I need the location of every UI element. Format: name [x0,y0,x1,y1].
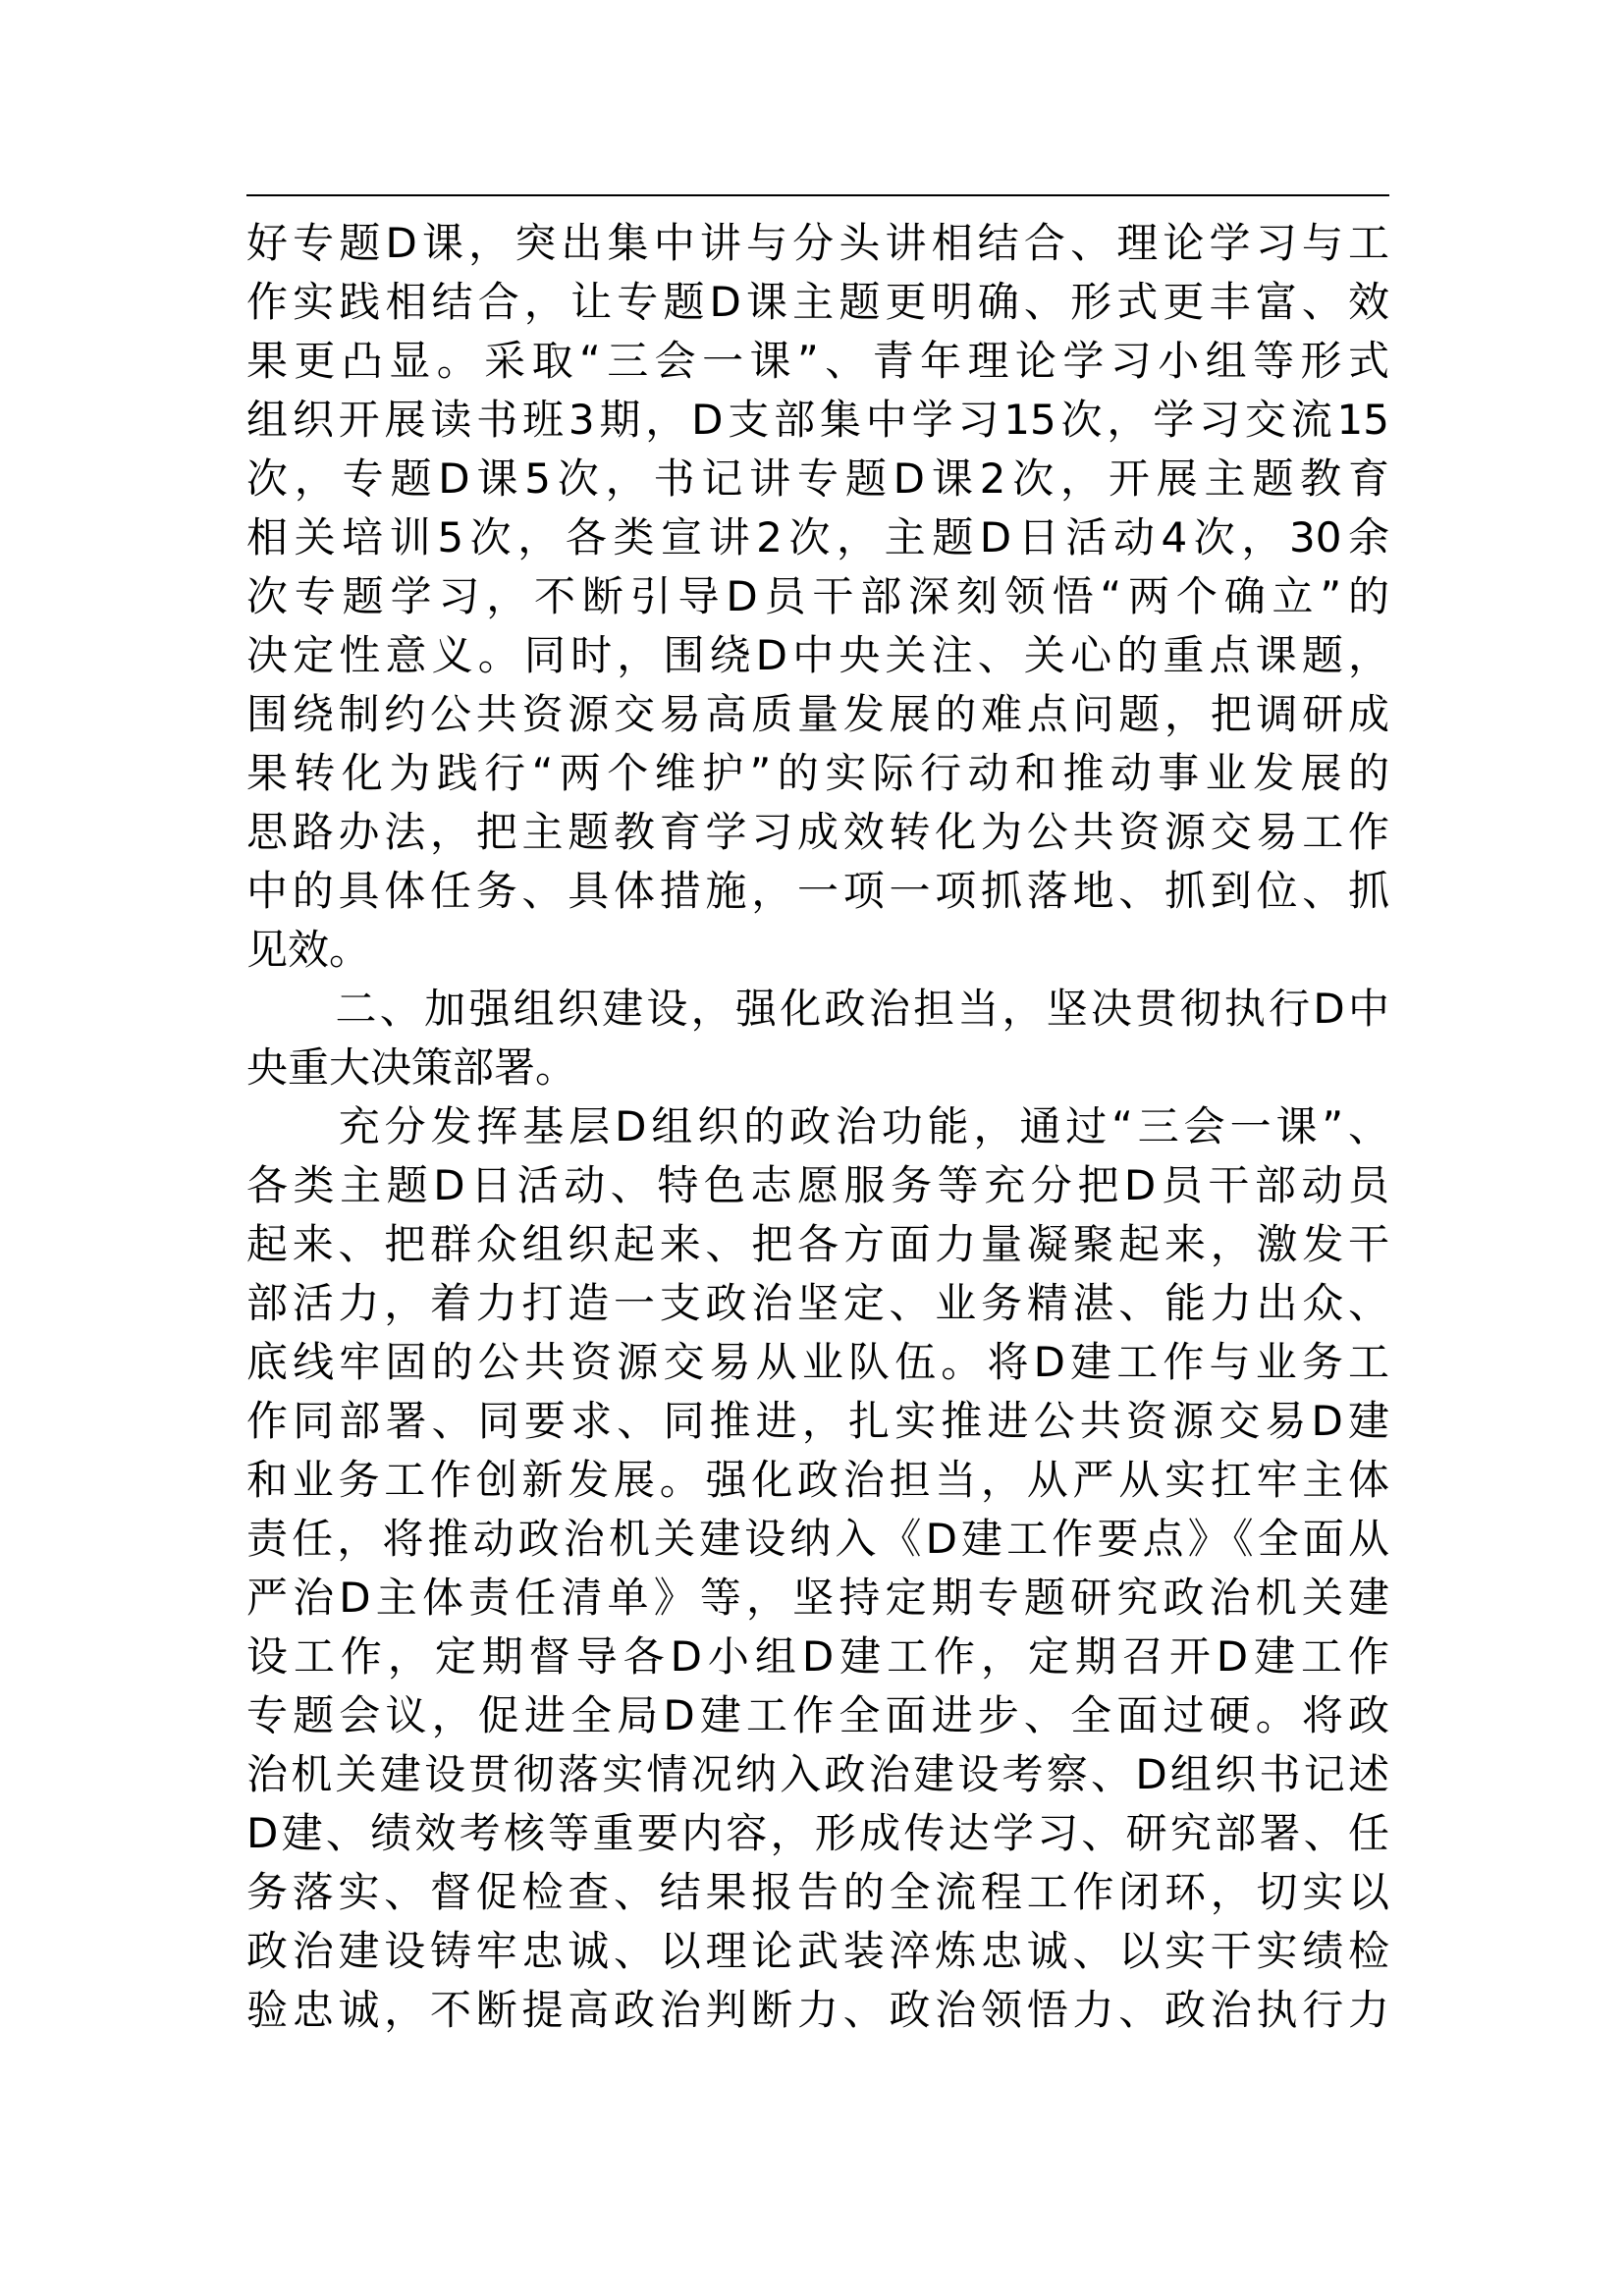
text-line: 和业务工作创新发展。强化政治担当，从严从实扛牢主体 [246,1456,1389,1504]
document-body [246,214,1389,2040]
text-line: 验忠诚，不断提高政治判断力、政治领悟力、政治执行力 [246,1986,1389,2034]
text-line: 相关培训5次，各类宣讲2次，主题D日活动4次，30余 [246,513,1389,561]
text-line: 设工作，定期督导各D小组D建工作，定期召开D建工作 [246,1632,1389,1681]
text-line: D建、绩效考核等重要内容，形成传达学习、研究部署、任 [246,1809,1389,1857]
text-line: 中的具体任务、具体措施，一项一项抓落地、抓到位、抓 [246,867,1389,915]
text-line: 围绕制约公共资源交易高质量发展的难点问题，把调研成 [246,690,1389,738]
text-line: 果转化为践行“两个维护”的实际行动和推动事业发展的 [246,749,1389,797]
text-line: 政治建设铸牢忠诚、以理论武装淬炼忠诚、以实干实绩检 [246,1927,1389,1975]
text-line: 果更凸显。采取“三会一课”、青年理论学习小组等形式 [246,337,1389,385]
text-line: 部活力，着力打造一支政治坚定、业务精湛、能力出众、 [246,1279,1389,1327]
text-line: 各类主题D日活动、特色志愿服务等充分把D员干部动员 [246,1161,1389,1209]
text-line: 充分发挥基层D组织的政治功能，通过“三会一课”、 [246,1102,1389,1150]
text-line: 作同部署、同要求、同推进，扎实推进公共资源交易D建 [246,1397,1389,1445]
text-line: 治机关建设贯彻落实情况纳入政治建设考察、D组织书记述 [246,1750,1389,1798]
text-line: 组织开展读书班3期，D支部集中学习15次，学习交流15 [246,396,1389,444]
text-line: 专题会议，促进全局D建工作全面进步、全面过硬。将政 [246,1691,1389,1739]
text-line: 次专题学习，不断引导D员干部深刻领悟“两个确立”的 [246,572,1389,620]
header-rule [246,194,1389,196]
text-line: 思路办法，把主题教育学习成效转化为公共资源交易工作 [246,808,1389,856]
text-line: 务落实、督促检查、结果报告的全流程工作闭环，切实以 [246,1868,1389,1916]
text-line: 次，专题D课5次，书记讲专题D课2次，开展主题教育 [246,454,1389,503]
text-line: 见效。 [246,926,371,974]
section-heading-line: 央重大决策部署。 [246,1043,577,1092]
text-line: 起来、把群众组织起来、把各方面力量凝聚起来，激发干 [246,1220,1389,1268]
text-line: 好专题D课，突出集中讲与分头讲相结合、理论学习与工 [246,219,1389,267]
text-line: 责任，将推动政治机关建设纳入《D建工作要点》《全面从 [246,1515,1389,1563]
text-line: 决定性意义。同时，围绕D中央关注、关心的重点课题， [246,631,1389,679]
section-heading-line: 二、加强组织建设，强化政治担当，坚决贯彻执行D中 [246,985,1389,1033]
text-line: 严治D主体责任清单》等，坚持定期专题研究政治机关建 [246,1574,1389,1622]
text-line: 底线牢固的公共资源交易从业队伍。将D建工作与业务工 [246,1338,1389,1386]
text-line: 作实践相结合，让专题D课主题更明确、形式更丰富、效 [246,278,1389,326]
